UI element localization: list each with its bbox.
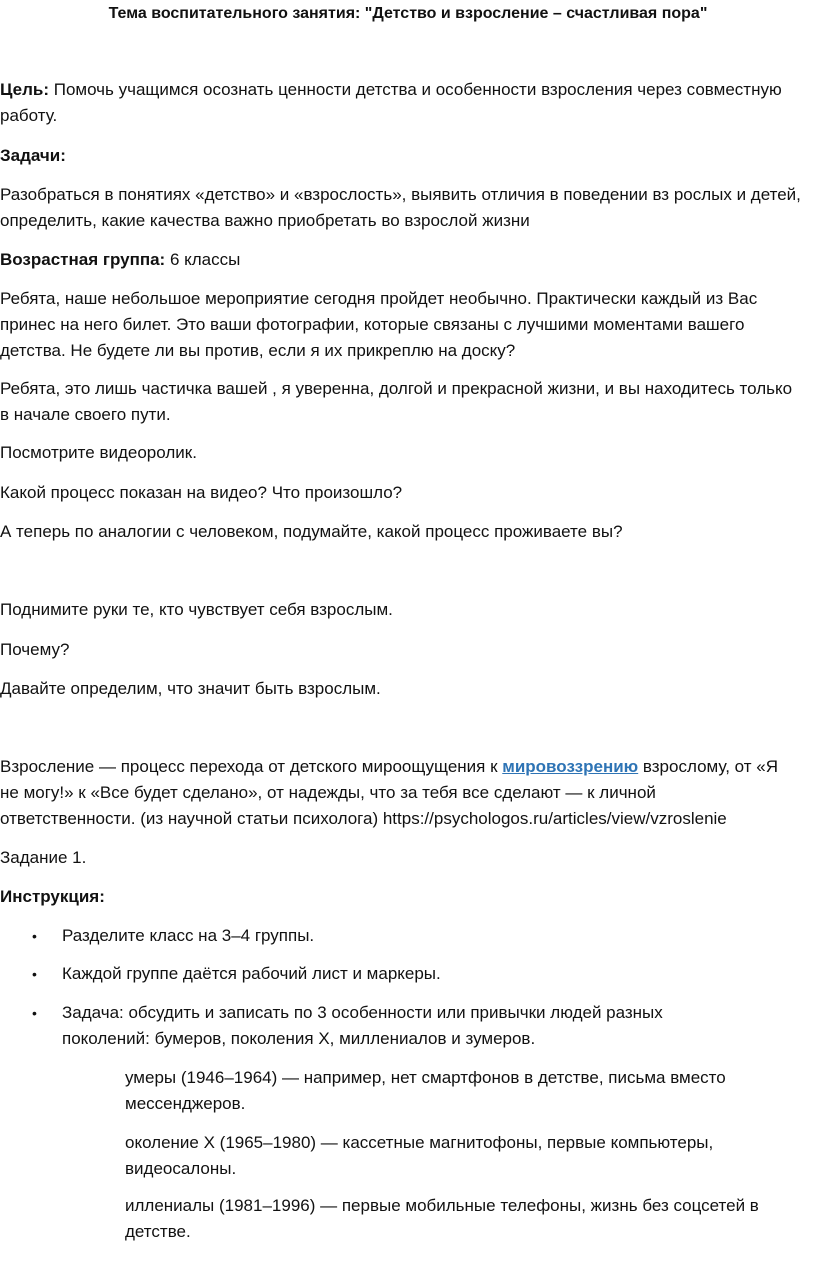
process-question: Какой процесс показан на видео? Что произошло? [0, 483, 403, 502]
definition-before-link: Взросление — процесс перехода от детского мироощущения к [0, 757, 503, 776]
bullet-icon: • [32, 1005, 37, 1021]
tasks-label: Задачи: [0, 146, 66, 165]
list-item-text: Задача: обсудить и записать по 3 особенности или привычки людей разных [62, 1003, 663, 1022]
age-group-label: Возрастная группа: [0, 250, 166, 269]
list-item-text: поколений: бумеров, поколения X, миллениалов и зумеров. [62, 1029, 536, 1048]
goal-text-line2: работу. [0, 106, 58, 125]
video-paragraph: Посмотрите видеоролик. [0, 443, 197, 462]
worldview-link[interactable]: мировоззрению [502, 757, 639, 776]
generation-boomers-line1: умеры (1946–1964) — например, нет смартфонов в детстве, письма вместо [125, 1068, 726, 1087]
intro-line2: принес на него билет. Это ваши фотографии, которые связаны с лучшими моментами вашего [0, 315, 745, 334]
journey-paragraph [0, 376, 816, 428]
generation-x-line1: околение X (1965–1980) — кассетные магнитофоны, первые компьютеры, [125, 1133, 714, 1152]
instruction-label: Инструкция: [0, 887, 105, 906]
list-item-text: Разделите класс на 3–4 группы. [62, 926, 315, 945]
generation-boomers-line2: мессенджеров. [125, 1094, 246, 1113]
journey-line2: в начале своего пути. [0, 405, 171, 424]
journey-line1: Ребята, это лишь частичка вашей , я уверенна, долгой и прекрасной жизни, и вы находитесь только [0, 379, 793, 398]
intro-line3: детства. Не будете ли вы против, если я их прикреплю на доску? [0, 341, 516, 360]
page-title: Тема воспитательного занятия: "Детство и взросление – счастливая пора" [108, 5, 708, 22]
intro-line1: Ребята, наше небольшое мероприятие сегодня пройдет необычно. Практически каждый из Вас [0, 289, 758, 308]
definition-line2: не могу!» к «Все будет сделано», от надежды, что за тебя все сделают — к личной [0, 783, 656, 802]
raise-hands-paragraph: Поднимите руки те, кто чувствует себя взрослым. [0, 600, 393, 619]
bullet-icon: • [32, 928, 37, 944]
goal-label: Цель: [0, 80, 49, 99]
tasks-paragraph [0, 182, 816, 234]
definition-line3: ответственности. (из научной статьи психолога) https://psychologos.ru/articles/view/vzroslenie [0, 809, 727, 828]
why-question: Почему? [0, 640, 70, 659]
analogy-question: А теперь по аналогии с человеком, подумайте, какой процесс проживаете вы? [0, 522, 623, 541]
instruction-heading [0, 884, 816, 910]
definition-paragraph [0, 754, 816, 832]
age-group-value: 6 классы [169, 250, 241, 269]
tasks-heading [0, 143, 816, 169]
tasks-text-line2: определить, какие качества важно приобретать во взрослой жизни [0, 211, 530, 230]
tasks-text-line1: Разобраться в понятиях «детство» и «взрослость», выявить отличия в поведении вз рослых и детей, [0, 185, 801, 204]
list-item-text: Каждой группе даётся рабочий лист и маркеры. [62, 964, 441, 983]
assignment-heading: Задание 1. [0, 848, 87, 867]
goal-text-line1: Помочь учащимся осознать ценности детства и особенности взросления через совместную [53, 80, 782, 99]
generation-x-line2: видеосалоны. [125, 1159, 237, 1178]
definition-after-link: взрослому, от «Я [638, 757, 778, 776]
generation-millennials-line2: детстве. [125, 1222, 191, 1241]
age-group-paragraph [0, 247, 816, 273]
intro-paragraph [0, 286, 816, 364]
goal-paragraph [0, 77, 816, 129]
define-paragraph: Давайте определим, что значит быть взрослым. [0, 679, 381, 698]
generation-millennials-line1: иллениалы (1981–1996) — первые мобильные телефоны, жизнь без соцсетей в [125, 1196, 759, 1215]
bullet-icon: • [32, 966, 37, 982]
